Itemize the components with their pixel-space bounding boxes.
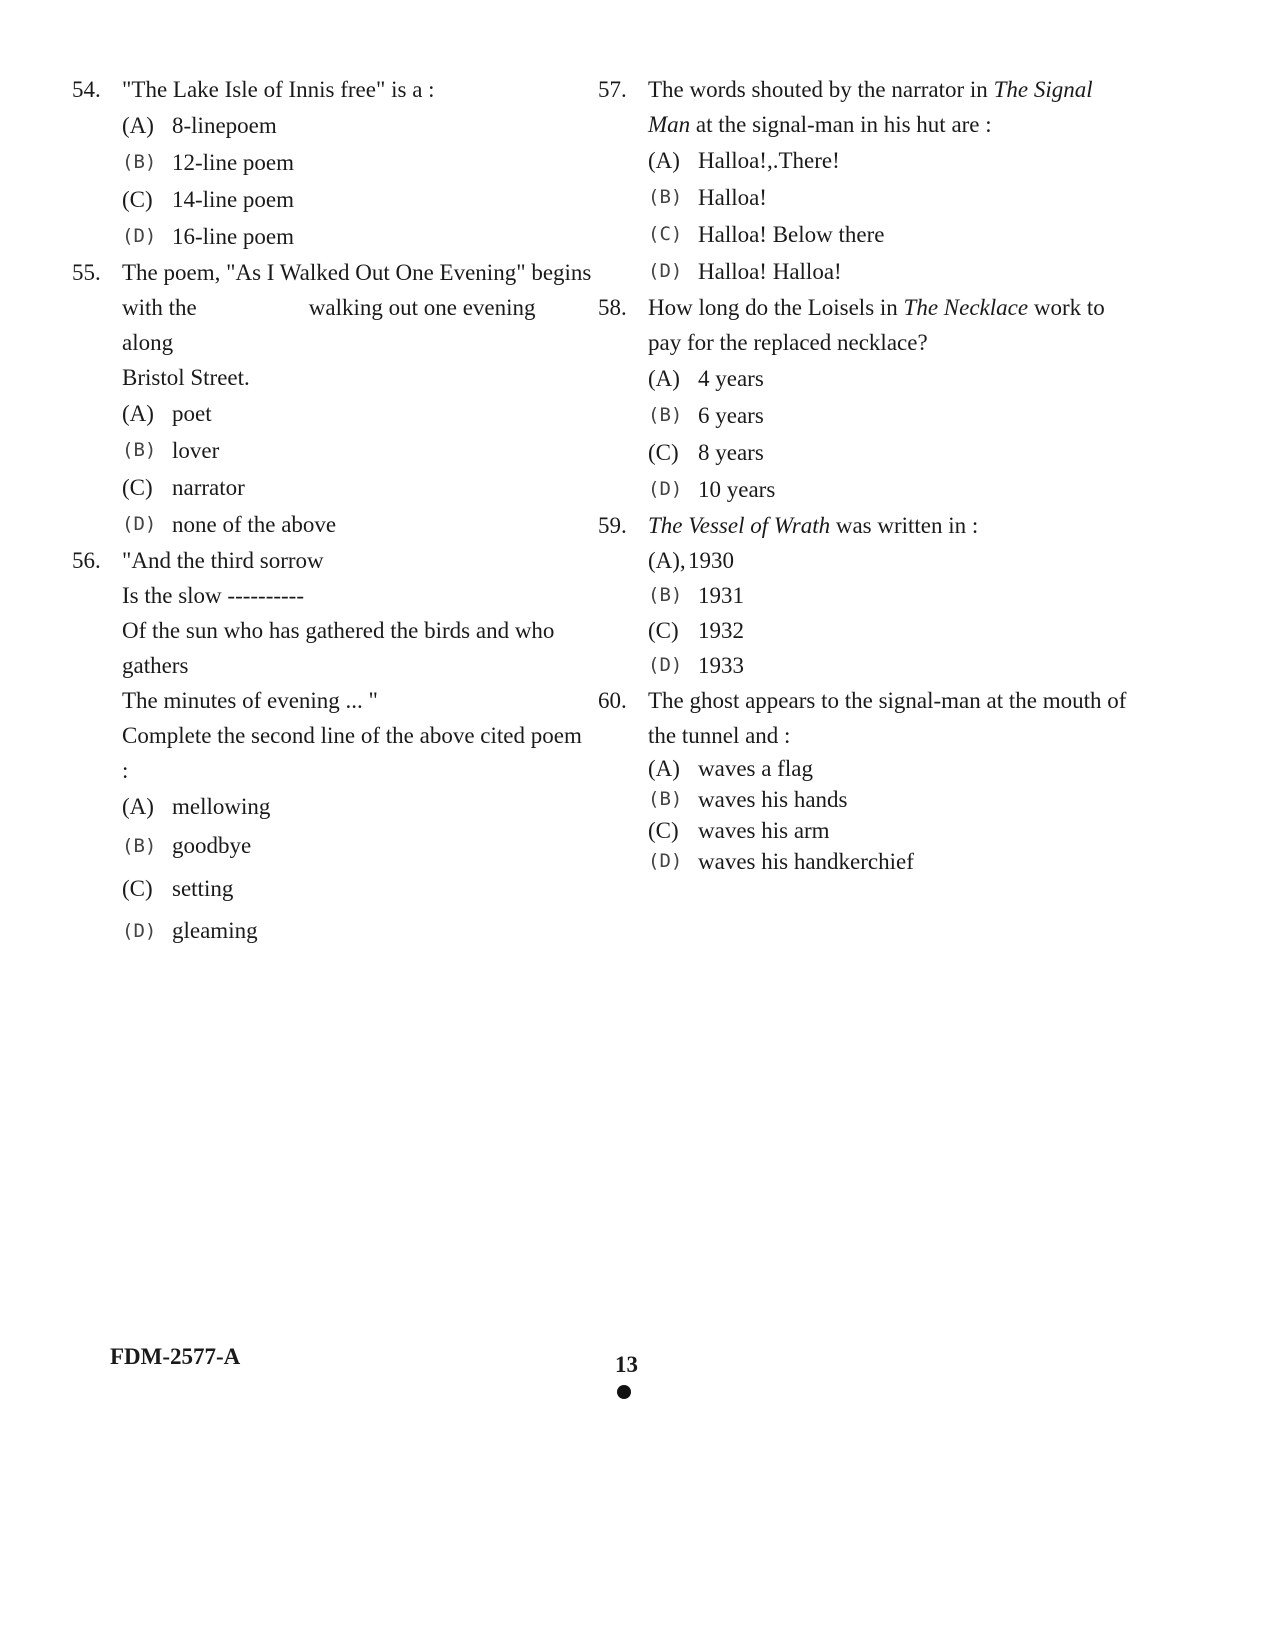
options (648, 753, 1158, 877)
option-b (122, 432, 592, 469)
question-text (648, 508, 1158, 543)
page-number: 13 (615, 1352, 638, 1377)
bullet-dot-icon (617, 1385, 631, 1399)
option-text: 14-line poem (172, 187, 294, 212)
option-text: 6 years (698, 403, 764, 428)
option-c (648, 434, 1158, 471)
option-c (648, 613, 1158, 648)
question-text (122, 543, 592, 788)
option-label: (A) (122, 113, 154, 138)
option-label: (D) (648, 260, 683, 282)
title-italic: The Signal (993, 77, 1093, 102)
option-b (122, 144, 592, 181)
option-label: (B) (648, 788, 683, 810)
title-italic: Man (648, 112, 691, 137)
options (122, 395, 592, 543)
option-b (122, 825, 592, 867)
option-text: 1933 (698, 653, 744, 678)
question-text (648, 683, 1158, 753)
options (648, 543, 1158, 683)
question-text-line: Bristol Street. (122, 365, 250, 390)
question-59 (598, 508, 1158, 683)
title-italic: The Necklace (903, 295, 1029, 320)
option-label: (D) (648, 478, 683, 500)
option-text: 12-line poem (172, 150, 294, 175)
option-c (122, 469, 592, 506)
question-number: 60. (598, 688, 627, 713)
options (648, 142, 1158, 290)
option-label: (B) (122, 439, 157, 461)
options (122, 107, 592, 255)
option-text: 1931 (698, 583, 744, 608)
question-text-part: at the signal-man in his hut are : (690, 112, 992, 137)
question-text-part: pay for the replaced necklace? (648, 330, 928, 355)
question-56 (72, 543, 592, 951)
option-label: (D) (648, 850, 683, 872)
option-label: (B) (648, 404, 683, 426)
option-text: poet (172, 401, 212, 426)
option-a (122, 395, 592, 432)
question-number: 57. (598, 77, 627, 102)
question-57 (598, 72, 1158, 290)
question-55 (72, 255, 592, 543)
option-c (648, 216, 1158, 253)
booklet-code: FDM-2577-A (110, 1344, 241, 1369)
option-text: Halloa!,.There! (698, 148, 840, 173)
option-label: (C) (648, 440, 679, 465)
poem-line: Of the sun who has gathered the birds and who (122, 618, 555, 643)
option-d (648, 253, 1158, 290)
option-text: waves a flag (698, 756, 813, 781)
option-label: (D) (122, 920, 157, 942)
title-italic: The Vessel of Wrath (648, 513, 831, 538)
option-text: waves his handkerchief (698, 849, 914, 874)
option-a (648, 142, 1158, 179)
question-58 (598, 290, 1158, 508)
option-label: (A) (122, 401, 154, 426)
option-label: (C) (122, 475, 153, 500)
option-d (122, 506, 592, 543)
option-b (648, 179, 1158, 216)
option-text: Halloa! Below there (698, 222, 885, 247)
question-text-part: The ghost appears to the signal-man at the mouth of (648, 688, 1127, 713)
question-instruction: Complete the second line of the above cited poem : (122, 723, 582, 783)
option-a (122, 107, 592, 144)
option-text: setting (172, 876, 234, 901)
option-text: waves his arm (698, 818, 830, 843)
option-d (122, 911, 592, 951)
option-label: (B) (122, 835, 157, 857)
option-a (648, 360, 1158, 397)
question-60 (598, 683, 1158, 877)
option-text: 8 years (698, 440, 764, 465)
question-text: "The Lake Isle of Innis free" is a : (122, 77, 435, 102)
question-number: 59. (598, 513, 627, 538)
option-a (648, 543, 1158, 578)
option-c (122, 181, 592, 218)
option-text: none of the above (172, 512, 337, 537)
option-label: (A) (648, 366, 680, 391)
option-label: (C) (122, 187, 153, 212)
option-label: (C) (648, 618, 679, 643)
question-text-part: was written in : (830, 513, 979, 538)
option-label: (A), (648, 548, 686, 573)
option-text: Halloa! (698, 185, 767, 210)
option-text: waves his hands (698, 787, 848, 812)
option-label: (C) (122, 876, 153, 901)
option-text: 1930 (688, 548, 734, 573)
question-text-line: with the (122, 295, 197, 320)
option-label: (B) (122, 151, 157, 173)
option-text: 16-line poem (172, 224, 294, 249)
option-text: Halloa! Halloa! (698, 259, 842, 284)
option-text: goodbye (172, 833, 252, 858)
option-a (648, 753, 1158, 784)
option-label: (C) (648, 223, 683, 245)
question-text-part: How long do the Loisels in (648, 295, 904, 320)
option-label: (A) (648, 756, 680, 781)
option-text: 1932 (698, 618, 744, 643)
question-54 (72, 72, 592, 255)
option-label: (D) (122, 225, 157, 247)
option-label: (B) (648, 584, 683, 606)
option-label: (B) (648, 186, 683, 208)
question-number: 54. (72, 77, 101, 102)
option-label: (A) (122, 794, 154, 819)
option-text: 8-linepoem (172, 113, 277, 138)
question-text (648, 72, 1158, 142)
option-label: (C) (648, 818, 679, 843)
question-text (122, 255, 592, 395)
option-d (122, 218, 592, 255)
option-b (648, 784, 1158, 815)
question-text-part: The words shouted by the narrator in (648, 77, 994, 102)
option-text: narrator (172, 475, 245, 500)
question-text (648, 290, 1158, 360)
poem-line: Is the slow ---------- (122, 583, 305, 608)
left-column (72, 72, 592, 951)
right-column (598, 72, 1158, 877)
option-text: 4 years (698, 366, 764, 391)
option-c (648, 815, 1158, 846)
option-d (648, 648, 1158, 683)
option-d (648, 846, 1158, 877)
question-text-line: walking out one evening along (122, 295, 536, 355)
option-c (122, 867, 592, 911)
option-text: lover (172, 438, 220, 463)
option-b (648, 578, 1158, 613)
poem-line: gathers (122, 653, 189, 678)
option-b (648, 397, 1158, 434)
question-text-part: the tunnel and : (648, 723, 791, 748)
poem-line: "And the third sorrow (122, 548, 324, 573)
poem-line: The minutes of evening ... " (122, 688, 378, 713)
option-label: (D) (122, 513, 157, 535)
option-label: (A) (648, 148, 680, 173)
question-number: 55. (72, 260, 101, 285)
options (122, 788, 592, 951)
question-text-line: The poem, "As I Walked Out One Evening" begins (122, 260, 592, 285)
option-text: 10 years (698, 477, 776, 502)
option-a (122, 788, 592, 825)
question-number: 56. (72, 548, 101, 573)
question-number: 58. (598, 295, 627, 320)
option-d (648, 471, 1158, 508)
question-text-part: work to (1028, 295, 1105, 320)
option-text: mellowing (172, 794, 271, 819)
option-label: (D) (648, 654, 683, 676)
option-text: gleaming (172, 918, 258, 943)
options (648, 360, 1158, 508)
